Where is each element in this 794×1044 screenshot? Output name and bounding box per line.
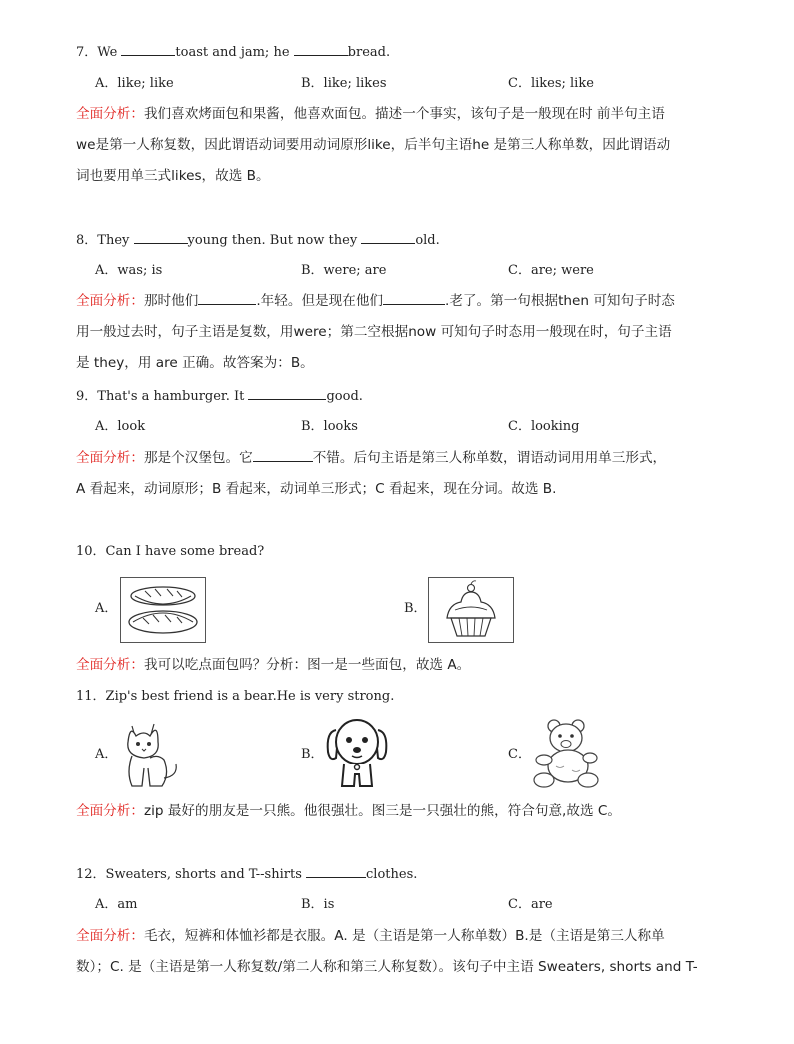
- teddy-bear-icon: [530, 716, 602, 790]
- question-7: 7．We toast and jam; he bread.: [76, 45, 391, 60]
- cupcake-icon: [429, 578, 513, 642]
- q12-analysis-line-1: 全面分析：毛衣，短裤和体恤衫都是衣服。A. 是（主语是第一人称单数）B.是（主语是第三人称单: [76, 928, 665, 944]
- q12-analysis-line-2: 数）；C. 是（主语是第一人称复数/第二人称和第三人称复数）。该句子中主语 Sweaters, shorts and T-: [76, 959, 698, 975]
- q7-analysis-line-1: 全面分析：我们喜欢烤面包和果酱，他喜欢面包。描述一个事实，该句子是一般现在时 前半句主语: [76, 106, 665, 122]
- question-10: 10．Can I have some bread?: [76, 544, 265, 559]
- q10-analysis: 全面分析：我可以吃点面包吗？分析：图一是一些面包，故选 A。: [76, 657, 471, 673]
- q7-option-c: C．likes; like: [508, 76, 594, 91]
- question-8: 8．They young then. But now they old.: [76, 233, 440, 248]
- q11-option-a-label: A．: [95, 747, 118, 762]
- bread-picture: [120, 577, 206, 643]
- q11-option-c-label: C．: [508, 747, 531, 762]
- kitten-icon: [118, 716, 182, 790]
- q7-option-b: B．like; likes: [301, 76, 387, 91]
- q9-option-c: C．looking: [508, 419, 580, 434]
- q11-option-b-label: B．: [301, 747, 324, 762]
- q9-analysis-line-1: 全面分析：那是个汉堡包。它 不错。后句主语是第三人称单数，谓语动词用用单三形式，: [76, 450, 667, 466]
- kitten-picture: [118, 716, 182, 790]
- q8-option-b: B．were; are: [301, 263, 387, 278]
- q7-analysis-line-2: we是第一人称复数，因此谓语动词要用动词原形like，后半句主语he 是第三人称单数，因此谓语动: [76, 137, 671, 153]
- question-11: 11．Zip's best friend is a bear.He is very strong.: [76, 689, 395, 704]
- puppy-icon: [322, 712, 392, 792]
- q8-analysis-line-1: 全面分析：那时他们 .年轻。但是现在他们 .老了。第一句根据then 可知句子时态: [76, 293, 675, 309]
- q9-option-a: A．look: [95, 419, 146, 434]
- q8-option-a: A．was; is: [95, 263, 163, 278]
- q7-analysis-line-3: 词也要用单三式likes，故选 B。: [76, 168, 270, 184]
- q8-analysis-line-3: 是 they，用 are 正确。故答案为：B。: [76, 355, 314, 371]
- question-9: 9．That's a hamburger. It good.: [76, 389, 363, 404]
- q12-option-b: B．is: [301, 897, 335, 912]
- q12-option-a: A．am: [95, 897, 138, 912]
- q10-option-a-label: A．: [95, 601, 118, 616]
- puppy-picture: [322, 712, 392, 792]
- q11-analysis: 全面分析：zip 最好的朋友是一只熊。他很强壮。图三是一只强壮的熊，符合句意,故选 C。: [76, 803, 621, 819]
- q9-analysis-line-2: A 看起来，动词原形；B 看起来，动词单三形式；C 看起来，现在分词。故选 B.: [76, 481, 557, 497]
- cupcake-picture: [428, 577, 514, 643]
- q8-analysis-line-2: 用一般过去时，句子主语是复数，用were；第二空根据now 可知句子时态用一般现在时，句子主语: [76, 324, 672, 340]
- question-12: 12．Sweaters, shorts and T--shirts clothes.: [76, 867, 418, 882]
- q10-option-b-label: B．: [404, 601, 427, 616]
- q12-option-c: C．are: [508, 897, 553, 912]
- teddy-bear-picture: [530, 716, 602, 790]
- q9-option-b: B．looks: [301, 419, 358, 434]
- bread-icon: [121, 578, 205, 642]
- q8-option-c: C．are; were: [508, 263, 594, 278]
- q7-option-a: A．like; like: [95, 76, 174, 91]
